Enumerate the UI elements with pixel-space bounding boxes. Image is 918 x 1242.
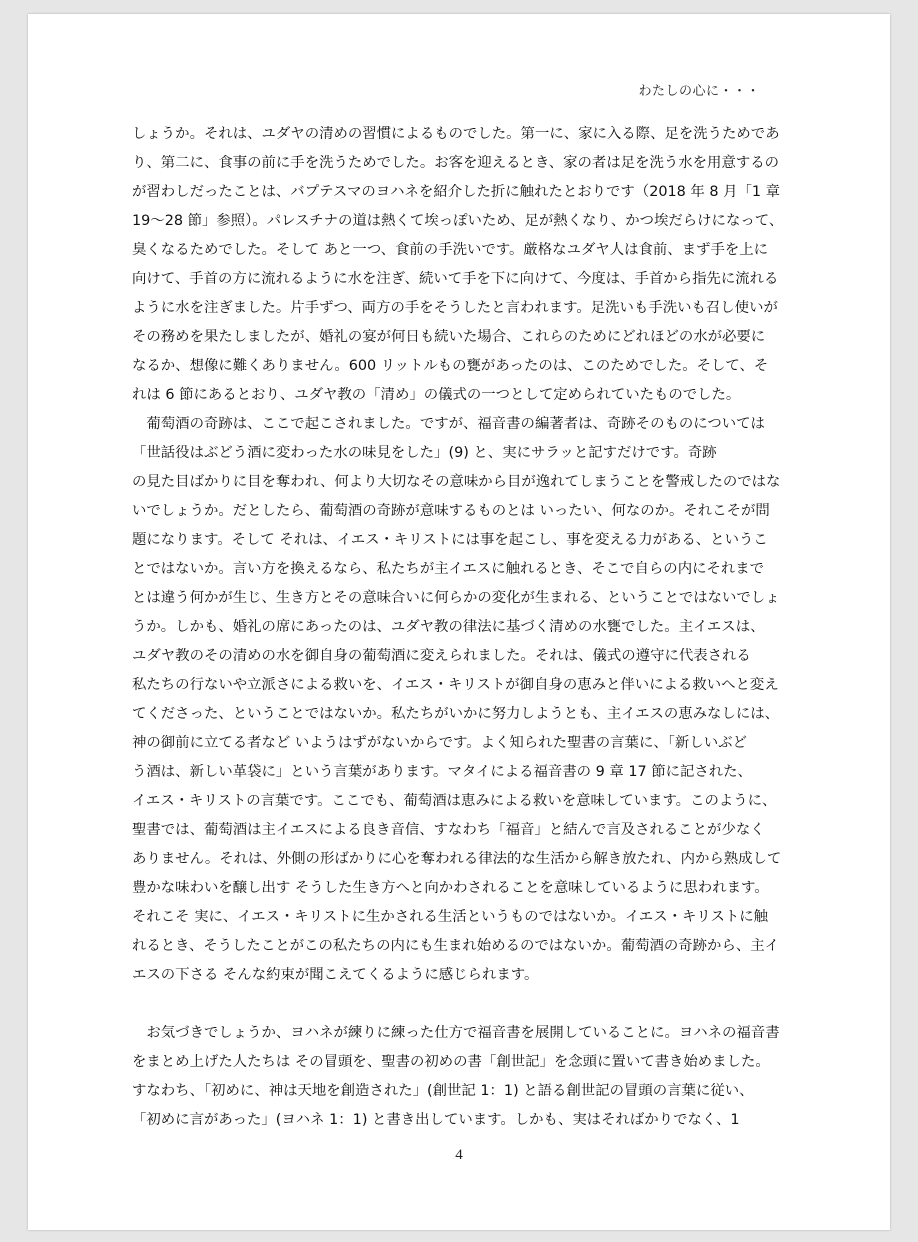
text-line: 向けて、手首の方に流れるように水を注ぎ、続いて手を下に向けて、今度は、手首から指先に流れる — [132, 271, 779, 287]
document-page — [28, 14, 890, 1230]
text-line: なるか、想像に難くありません。600 リットルもの甕があったのは、このためでした。そして、そ — [132, 358, 769, 374]
paragraph-3 — [132, 1019, 792, 1135]
text-line: 19～28 節」参照）。パレスチナの道は熱くて埃っぽいため、足が熱くなり、かつ埃だらけになって、 — [132, 213, 784, 229]
body-text — [132, 120, 792, 1135]
paragraph-gap — [132, 990, 792, 1019]
text-line: 臭くなるためでした。そして あと一つ、食前の手洗いです。厳格なユダヤ人は食前、まず手を上に — [132, 242, 769, 258]
text-line: うか。しかも、婚礼の席にあったのは、ユダヤ教の律法に基づく清めの水甕でした。主イエスは、 — [132, 619, 765, 635]
page-number: 4 — [455, 1147, 463, 1163]
text-line: すなわち、「初めに、神は天地を創造された」(創世記 1：1) と語る創世記の冒頭の言葉に従い、 — [132, 1083, 754, 1099]
text-line: ユダヤ教のその清めの水を御自身の葡萄酒に変えられました。それは、儀式の遵守に代表される — [132, 648, 751, 664]
text-line: が習わしだったことは、バプテスマのヨハネを紹介した折に触れたとおりです（2018 年 8 月「1 章 — [132, 184, 780, 200]
text-line: れるとき、そうしたことがこの私たちの内にも生まれ始めるのではないか。葡萄酒の奇跡から、主イ — [132, 938, 780, 954]
text-line: 私たちの行ないや立派さによる救いを、イエス・キリストが御自身の恵みと伴いによる救いへと変え — [132, 677, 779, 693]
text-line: いでしょうか。だとしたら、葡萄酒の奇跡が意味するものとは いったい、何なのか。それこそが問 — [132, 503, 770, 519]
text-line: 葡萄酒の奇跡は、ここで起こされました。ですが、福音書の編著者は、奇跡そのものについては — [132, 416, 765, 432]
running-header: わたしの心に・・・ — [638, 84, 760, 99]
text-line: エスの下さる そんな約束が聞こえてくるように感じられます。 — [132, 967, 539, 983]
text-line: しょうか。それは、ユダヤの清めの習慣によるものでした。第一に、家に入る際、足を洗うためであ — [132, 126, 780, 142]
text-line: 聖書では、葡萄酒は主イエスによる良き音信、すなわち「福音」と結んで言及されることが少なく — [132, 822, 765, 838]
text-line: をまとめ上げた人たちは その冒頭を、聖書の初めの書「創世記」を念頭に置いて書き始めました。 — [132, 1054, 770, 1070]
text-line: 「世話役はぶどう酒に変わった水の味見をした」(9) と、実にサラッと記すだけです。奇跡 — [132, 445, 717, 461]
text-line: 題になります。そして それは、イエス・キリストには事を起こし、事を変える力がある、というこ — [132, 532, 768, 548]
text-line: 豊かな味わいを醸し出す そうした生き方へと向かわされることを意味しているように思われます。 — [132, 880, 769, 896]
text-line: イエス・キリストの言葉です。ここでも、葡萄酒は恵みによる救いを意味しています。このように、 — [132, 793, 777, 809]
text-line: てくださった、ということではないか。私たちがいかに努力しようとも、主イエスの恵みなしには、 — [132, 706, 780, 722]
paragraph-1 — [132, 120, 792, 410]
text-line: とではないか。言い方を換えるなら、私たちが主イエスに触れるとき、そこで自らの内にそれまで — [132, 561, 765, 577]
text-line: れは 6 節にあるとおり、ユダヤ教の「清め」の儀式の一つとして定められていたものでした。 — [132, 387, 741, 403]
text-line: 神の御前に立てる者など いようはずがないからです。よく知られた聖書の言葉に、「新しいぶど — [132, 735, 747, 751]
text-line: その務めを果たしましたが、婚礼の宴が何日も続いた場合、これらのためにどれほどの水が必要に — [132, 329, 766, 345]
text-line: の見た目ばかりに目を奪われ、何より大切なその意味から目が逸れてしまうことを警戒したのではな — [132, 474, 781, 490]
text-line: お気づきでしょうか、ヨハネが練りに練った仕方で福音書を展開していることに。ヨハネの福音書 — [132, 1025, 780, 1041]
text-line: り、第二に、食事の前に手を洗うためでした。お客を迎えるとき、家の者は足を洗う水を用意するの — [132, 155, 780, 171]
text-line: ありません。それは、外側の形ばかりに心を奪われる律法的な生活から解き放たれ、内から熟成して — [132, 851, 782, 867]
text-line: 「初めに言があった」(ヨハネ 1：1) と書き出しています。しかも、実はそればかりでなく、1 — [132, 1112, 740, 1128]
text-line: とは違う何かが生じ、生き方とその意味合いに何らかの変化が生まれる、ということではないでしょ — [132, 590, 780, 606]
text-line: ように水を注ぎました。片手ずつ、両方の手をそうしたと言われます。足洗いも手洗いも召し使いが — [132, 300, 778, 316]
text-line: それこそ 実に、イエス・キリストに生かされる生活というものではないか。イエス・キリストに触 — [132, 909, 769, 925]
text-line: う酒は、新しい革袋に」という言葉があります。マタイによる福音書の 9 章 17 節に記された、 — [132, 764, 752, 780]
paragraph-2 — [132, 410, 792, 990]
